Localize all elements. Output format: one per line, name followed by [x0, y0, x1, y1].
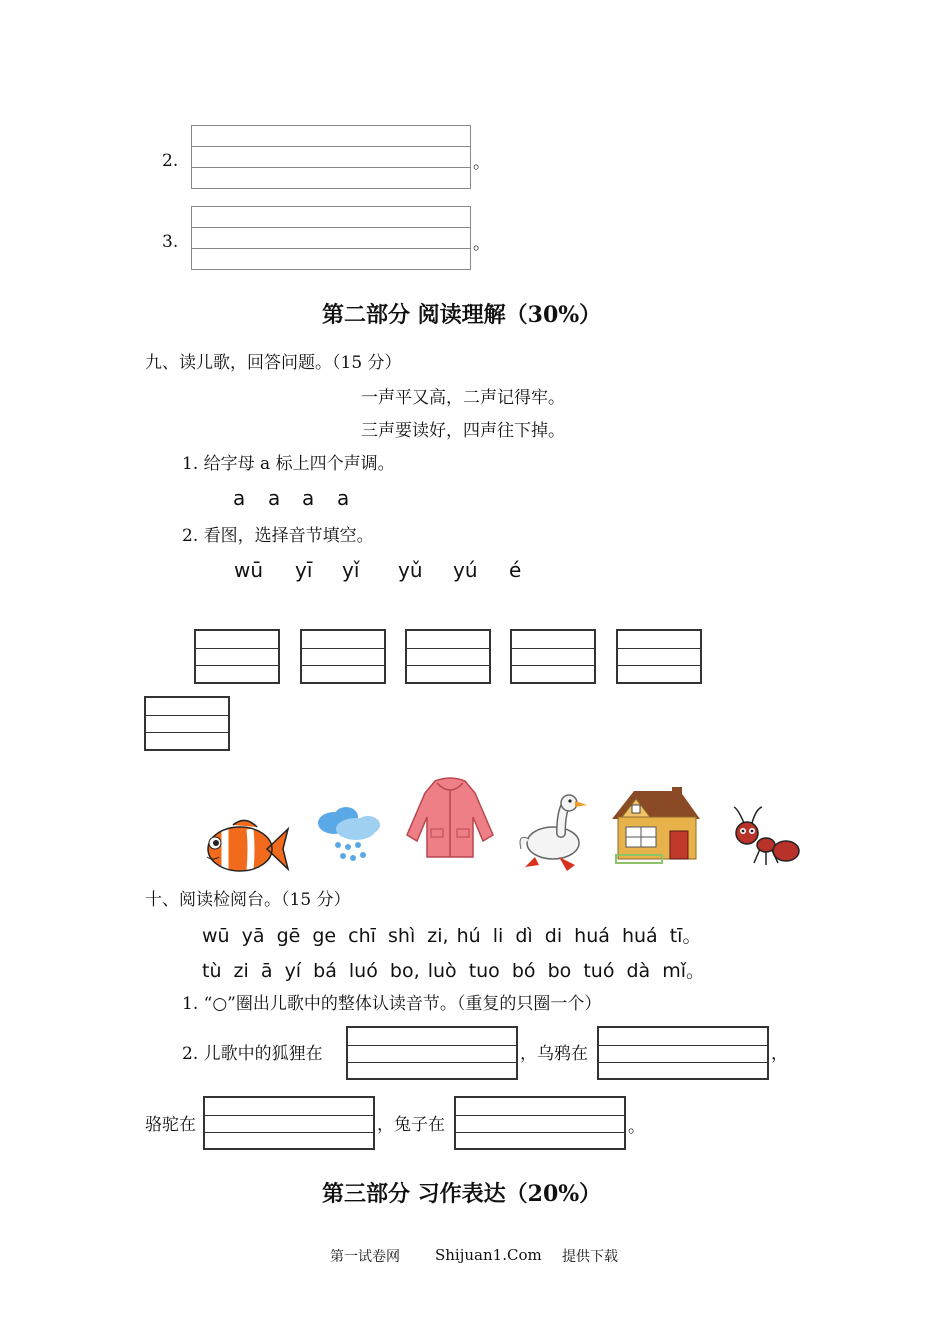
letter-a-4[interactable]: a	[337, 486, 350, 510]
camel-label: 骆驼在	[145, 1115, 196, 1135]
syllable[interactable]: tù	[202, 960, 222, 982]
syllable[interactable]: huá	[621, 925, 658, 947]
q9-title: 九、读儿歌，回答问题。（15 分）	[145, 353, 402, 373]
syllable[interactable]: tī。	[669, 925, 702, 947]
answer-grid-5[interactable]	[616, 629, 702, 684]
raincoat-icon	[405, 777, 495, 859]
answer-grid-6[interactable]	[144, 696, 230, 751]
answer-grid-3[interactable]	[405, 629, 491, 684]
rabbit-label: ，兔子在	[377, 1115, 445, 1135]
syllable[interactable]: tuó	[583, 960, 615, 982]
syllable: yī	[295, 558, 313, 582]
camel-answer-grid[interactable]	[203, 1096, 375, 1150]
syllable[interactable]: yí	[284, 960, 302, 982]
syllable[interactable]: zi,	[427, 925, 449, 947]
answer-grid-2[interactable]	[300, 629, 386, 684]
syllable[interactable]: huá	[574, 925, 610, 947]
syllable: yú	[453, 558, 478, 582]
period: 。	[628, 1117, 645, 1137]
syllable[interactable]: chī	[348, 925, 376, 947]
syllable[interactable]: dà	[626, 960, 651, 982]
syllable: yǐ	[342, 558, 360, 582]
period: 。	[473, 234, 490, 254]
item-number-2: 2.	[162, 151, 179, 171]
q9-sub1: 1. 给字母 a 标上四个声调。	[182, 454, 395, 474]
item-number-3: 3.	[162, 232, 179, 252]
syllable[interactable]: ā	[260, 960, 273, 982]
q9-sub2: 2. 看图，选择音节填空。	[182, 526, 374, 546]
syllable[interactable]: gē	[276, 925, 301, 947]
part3-heading: 第三部分 习作表达（20%）	[322, 1181, 602, 1207]
syllable[interactable]: bá	[313, 960, 337, 982]
syllable[interactable]: yā	[241, 925, 265, 947]
answer-grid-4[interactable]	[510, 629, 596, 684]
answer-grid-1[interactable]	[194, 629, 280, 684]
goose-icon	[515, 793, 595, 875]
poem-line-1: 一声平又高，二声记得牢。	[361, 388, 565, 408]
crow-label: ，乌鸦在	[520, 1044, 588, 1064]
rabbit-answer-grid[interactable]	[454, 1096, 626, 1150]
syllable[interactable]: tuo	[468, 960, 500, 982]
syllable[interactable]: bo	[547, 960, 572, 982]
syllable[interactable]: hú	[456, 925, 481, 947]
writing-grid[interactable]	[191, 125, 471, 189]
syllable[interactable]: li	[492, 925, 504, 947]
syllable[interactable]: zi	[233, 960, 249, 982]
syllable[interactable]: bo,	[389, 960, 420, 982]
letter-a-2[interactable]: a	[268, 486, 281, 510]
part2-heading: 第二部分 阅读理解（30%）	[322, 302, 602, 328]
syllable: yǔ	[398, 558, 423, 582]
crow-answer-grid[interactable]	[597, 1026, 769, 1080]
writing-grid[interactable]	[191, 206, 471, 270]
ant-icon	[730, 805, 800, 870]
syllable[interactable]: luò	[427, 960, 457, 982]
letter-a-1[interactable]: a	[233, 486, 246, 510]
q10-title: 十、阅读检阅台。（15 分）	[145, 890, 351, 910]
syllable[interactable]: mǐ。	[662, 960, 706, 982]
poem-line-2: 三声要读好，四声往下掉。	[361, 421, 565, 441]
syllable[interactable]: dì	[515, 925, 533, 947]
rain-cloud-icon	[312, 803, 382, 868]
fox-answer-grid[interactable]	[346, 1026, 518, 1080]
syllable: wū	[234, 558, 264, 582]
footer-site-en[interactable]: Shijuan1.Com	[435, 1246, 542, 1264]
syllable[interactable]: shì	[388, 925, 416, 947]
syllable[interactable]: di	[544, 925, 563, 947]
syllable[interactable]: ge	[312, 925, 337, 947]
syllable[interactable]: luó	[348, 960, 378, 982]
q10-sub1: 1. “○”圈出儿歌中的整体认读音节。（重复的只圈一个）	[182, 994, 602, 1014]
song-line-1	[202, 921, 701, 948]
letter-a-3[interactable]: a	[302, 486, 315, 510]
song-line-2	[202, 956, 705, 983]
q10-sub2-fox: 2. 儿歌中的狐狸在	[182, 1044, 323, 1064]
footer-site-cn: 第一试卷网	[330, 1249, 400, 1265]
syllable: é	[509, 558, 522, 582]
comma: ，	[771, 1044, 788, 1064]
period: 。	[473, 153, 490, 173]
footer-note: 提供下载	[562, 1249, 618, 1265]
house-icon	[610, 785, 702, 865]
syllable[interactable]: bó	[511, 960, 536, 982]
clownfish-icon	[195, 815, 290, 880]
syllable[interactable]: wū	[202, 925, 230, 947]
